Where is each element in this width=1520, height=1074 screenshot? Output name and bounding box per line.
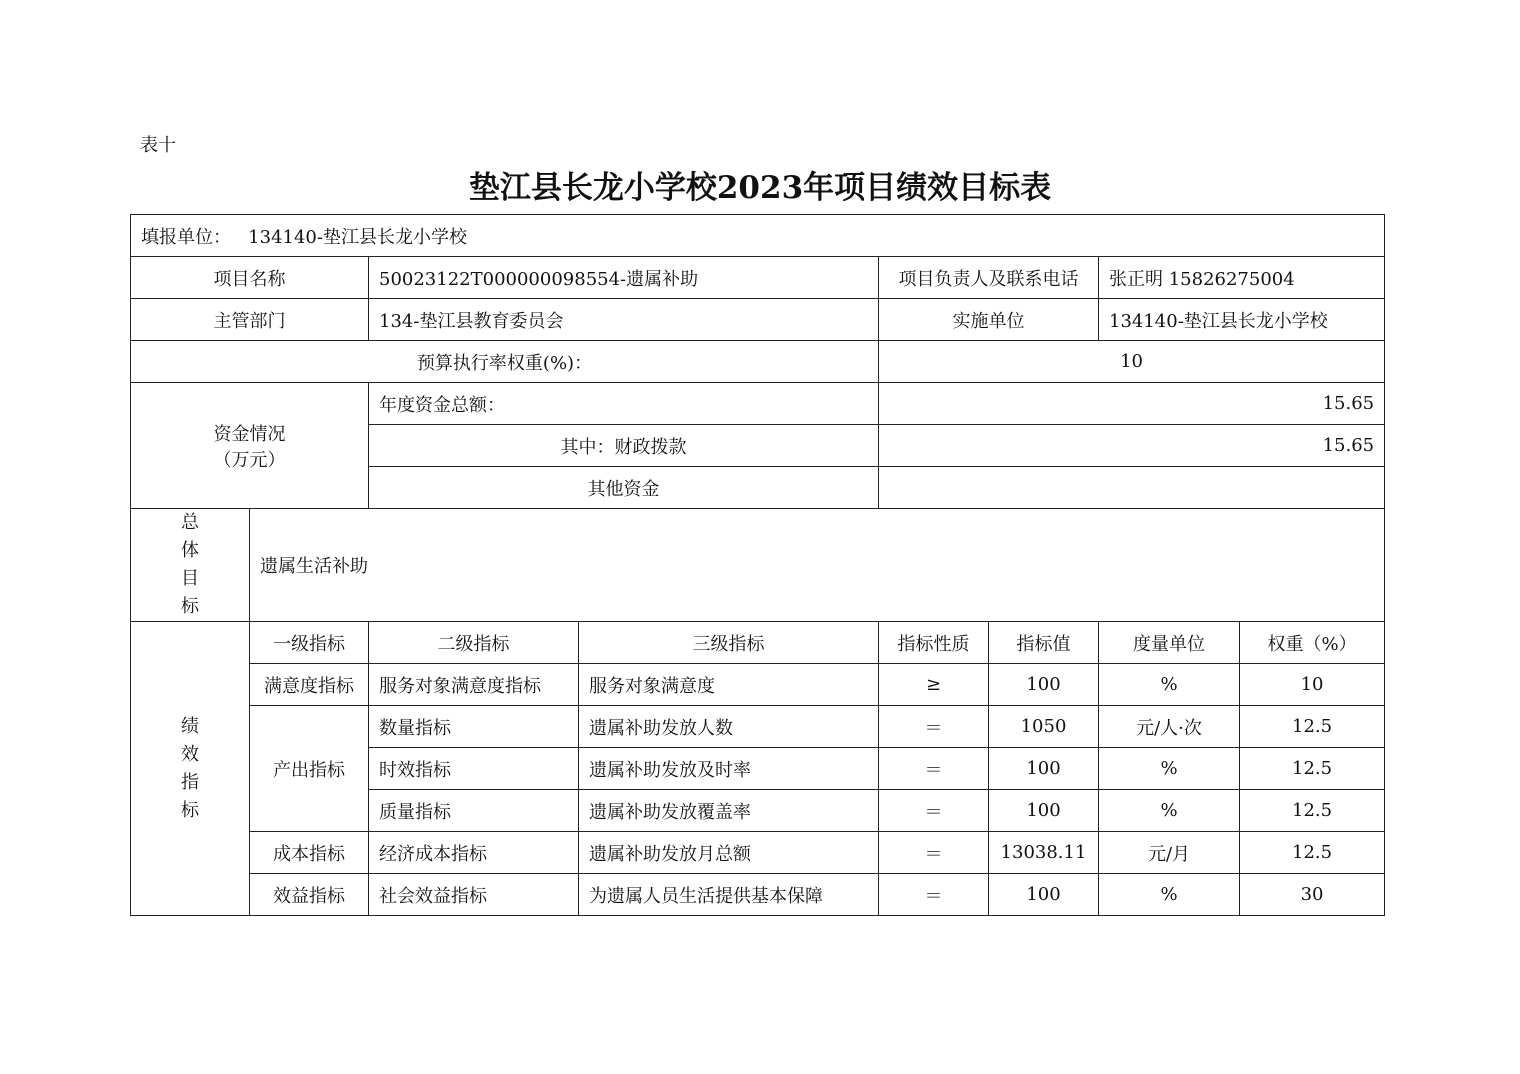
reporting-unit-label: 填报单位：: [141, 226, 231, 248]
project-row: [131, 257, 1385, 299]
nature-cell: ＝: [879, 874, 989, 916]
nature-cell: ≥: [879, 664, 989, 706]
budget-weight-row: [131, 341, 1385, 383]
level3-cell: 为遗属人员生活提供基本保障: [579, 874, 879, 916]
department-value: 134-垫江县教育委员会: [369, 299, 879, 341]
project-contact-label: 项目负责人及联系电话: [879, 257, 1099, 299]
unit-cell: %: [1099, 874, 1240, 916]
overall-goal-label-char: 目: [181, 568, 199, 589]
value-cell: 100: [989, 790, 1099, 832]
nature-cell: ＝: [879, 790, 989, 832]
department-row: [131, 299, 1385, 341]
weight-cell: 12.5: [1240, 832, 1385, 874]
overall-goal-label-char: 标: [181, 596, 199, 617]
level1-cell: 成本指标: [250, 832, 369, 874]
weight-cell: 12.5: [1240, 748, 1385, 790]
indicators-label-char: 绩: [181, 715, 199, 737]
header-weight: 权重（%）: [1240, 622, 1385, 664]
table-row: [131, 832, 1385, 874]
indicators-label-char: 标: [181, 799, 199, 821]
level1-cell: 效益指标: [250, 874, 369, 916]
nature-cell: ＝: [879, 748, 989, 790]
table-label: 表十: [140, 135, 176, 156]
weight-cell: 30: [1240, 874, 1385, 916]
header-nature: 指标性质: [879, 622, 989, 664]
department-label: 主管部门: [131, 299, 369, 341]
indicators-label: [131, 622, 250, 916]
other-funds-label: 其他资金: [369, 467, 879, 509]
level2-cell: 社会效益指标: [369, 874, 579, 916]
level1-cell: 满意度指标: [250, 664, 369, 706]
fiscal-funds-label: 其中：财政拨款: [369, 425, 879, 467]
overall-goal-label: [131, 509, 250, 622]
unit-cell: 元/人·次: [1099, 706, 1240, 748]
overall-goal-value: 遗属生活补助: [250, 509, 1385, 622]
implementing-unit-value: 134140-垫江县长龙小学校: [1099, 299, 1385, 341]
header-level1: 一级指标: [250, 622, 369, 664]
overall-goal-row: [131, 509, 1385, 622]
value-cell: 13038.11: [989, 832, 1099, 874]
value-cell: 1050: [989, 706, 1099, 748]
level2-cell: 经济成本指标: [369, 832, 579, 874]
project-name-label: 项目名称: [131, 257, 369, 299]
funds-label-line1: 资金情况: [213, 423, 286, 445]
funds-label-line2: （万元）: [213, 449, 286, 471]
level3-cell: 遗属补助发放覆盖率: [579, 790, 879, 832]
annual-funds-value: 15.65: [879, 383, 1385, 425]
project-name-value: 50023122T000000098554-遗属补助: [369, 257, 879, 299]
level2-cell: 质量指标: [369, 790, 579, 832]
annual-funds-label: 年度资金总额：: [369, 383, 879, 425]
value-cell: 100: [989, 664, 1099, 706]
nature-cell: ＝: [879, 832, 989, 874]
header-level3: 三级指标: [579, 622, 879, 664]
header-level2: 二级指标: [369, 622, 579, 664]
unit-cell: 元/月: [1099, 832, 1240, 874]
table-row: [131, 664, 1385, 706]
value-cell: 100: [989, 748, 1099, 790]
other-funds-value: [879, 467, 1385, 509]
level2-cell: 服务对象满意度指标: [369, 664, 579, 706]
value-cell: 100: [989, 874, 1099, 916]
page-title: 垫江县长龙小学校2023年项目绩效目标表: [468, 170, 1052, 206]
indicators-label-char: 指: [181, 771, 199, 793]
budget-weight-value: 10: [879, 341, 1385, 383]
project-contact-value: 张正明 15826275004: [1099, 257, 1385, 299]
table-row: [131, 874, 1385, 916]
weight-cell: 12.5: [1240, 790, 1385, 832]
level3-cell: 遗属补助发放月总额: [579, 832, 879, 874]
unit-cell: %: [1099, 748, 1240, 790]
overall-goal-label-char: 体: [181, 540, 199, 561]
reporting-unit-cell: [131, 215, 1385, 257]
indicators-label-char: 效: [181, 743, 199, 765]
weight-cell: 10: [1240, 664, 1385, 706]
overall-goal-label-char: 总: [181, 512, 199, 533]
indicator-header-row: [131, 622, 1385, 664]
header-value: 指标值: [989, 622, 1099, 664]
funds-label: [131, 383, 369, 509]
unit-cell: %: [1099, 790, 1240, 832]
level2-cell: 时效指标: [369, 748, 579, 790]
funds-annual-row: [131, 383, 1385, 425]
performance-target-table: [130, 214, 1385, 916]
nature-cell: ＝: [879, 706, 989, 748]
reporting-unit-value: 134140-垫江县长龙小学校: [248, 226, 467, 248]
unit-cell: %: [1099, 664, 1240, 706]
level3-cell: 遗属补助发放人数: [579, 706, 879, 748]
table-row: [131, 706, 1385, 748]
level3-cell: 服务对象满意度: [579, 664, 879, 706]
level1-cell: 产出指标: [250, 706, 369, 832]
fiscal-funds-value: 15.65: [879, 425, 1385, 467]
budget-weight-label: 预算执行率权重(%)：: [131, 341, 879, 383]
level3-cell: 遗属补助发放及时率: [579, 748, 879, 790]
weight-cell: 12.5: [1240, 706, 1385, 748]
reporting-unit-row: [131, 215, 1385, 257]
implementing-unit-label: 实施单位: [879, 299, 1099, 341]
level2-cell: 数量指标: [369, 706, 579, 748]
header-unit: 度量单位: [1099, 622, 1240, 664]
